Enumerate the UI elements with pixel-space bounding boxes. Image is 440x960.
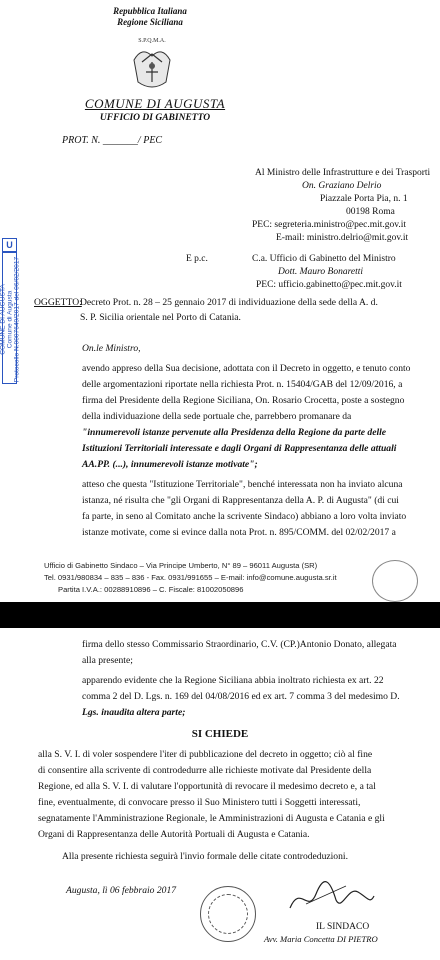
protocol-stamp — [0, 252, 21, 384]
epc-label: E p.c. — [186, 254, 208, 264]
recipient-line1: Al Ministro delle Infrastrutture e dei Trasporti — [255, 168, 431, 178]
cc-pec[interactable]: PEC: ufficio.gabinetto@pec.mit.gov.it — [256, 280, 402, 290]
recipient-pec[interactable]: PEC: segreteria.ministro@pec.mit.gov.it — [252, 220, 407, 230]
letter-page-2 — [0, 628, 440, 960]
footer-contacts: Tel. 0931/980834 – 835 – 836 - Fax. 0931/991655 – E-mail: info@comune.augusta.sr.it — [44, 573, 337, 582]
protocol-letter-box: U — [2, 238, 17, 252]
protocol-stamp-line1: COMUNE DI AUGUSTA — [0, 284, 7, 355]
body-line: avendo appreso della Sua decisione, adottata con il Decreto in oggetto, e tenuto conto — [82, 363, 411, 374]
recipient-line3: Piazzale Porta Pia, n. 1 — [320, 194, 408, 204]
body2-line: alla presente; — [82, 655, 133, 666]
footer-address: Ufficio di Gabinetto Sindaco – Via Principe Umberto, N° 89 – 96011 Augusta (SR) — [44, 561, 318, 570]
crest-text: S.P.Q.M.A. — [138, 38, 166, 44]
signature-icon — [286, 874, 376, 916]
town-crest-icon — [116, 32, 188, 94]
salutation: On.le Ministro, — [82, 343, 141, 354]
oggetto-line1: Decreto Prot. n. 28 – 25 gennaio 2017 di individuazione della sede della A. d. — [80, 297, 378, 308]
oggetto-line2: S. P. Sicilia orientale nel Porto di Catania. — [80, 312, 241, 323]
body2-line: comma 2 del D. Lgs. n. 169 del 04/08/2016 ed ex art. 7 comma 3 del medesimo D. — [82, 691, 400, 702]
body-line: della individuazione della sede portuale che, parrebbero promanare da — [82, 411, 352, 422]
body-quote: AA.PP. (...), innumerevoli istanze motivate"; — [82, 459, 258, 470]
footer-vat: Partita I.V.A.: 00288910896 – C. Fiscale: 81002050896 — [58, 585, 244, 594]
body-line: atteso che questa "Istituzione Territoriale", benché interessata non ha inviato alcuna — [82, 479, 403, 490]
body2-line: Lgs. inaudita altera parte; — [82, 707, 186, 718]
protocol-stamp-line3: Protocollo N.0007649/2017 del 06/02/2017 — [13, 256, 21, 383]
page-separator — [0, 602, 440, 628]
cc-line1: C.a. Ufficio di Gabinetto del Ministro — [252, 254, 396, 264]
protocol-stamp-line2: Comune di Augusta — [6, 290, 14, 349]
request-line: alla S. V. I. di voler sospendere l'iter di pubblicazione del decreto in oggetto; ciò al fine — [38, 749, 373, 760]
body-line: istanze motivate, come si evince dalla nota Prot. n. 895/COMM. del 02/02/2017 a — [82, 527, 396, 538]
place-date: Augusta, lì 06 febbraio 2017 — [66, 885, 177, 896]
body-quote: Istituzioni Territoriali interessate e dagli Organi di Rappresentanza delle attuali — [82, 443, 397, 454]
republic-label: Repubblica Italiana — [113, 6, 187, 16]
body-line: istanza, né risulta che "gli Organi di Rappresentanza della A. P. di Augusta" (di cui — [82, 495, 399, 506]
request-line: Organi di Rappresentanza delle Autorità Portuali di Augusta e Catania. — [38, 829, 310, 840]
recipient-email[interactable]: E-mail: ministro.delrio@mit.gov.it — [276, 233, 409, 243]
recipient-line2: On. Graziano Delrio — [302, 181, 382, 191]
ufficio-title: UFFICIO DI GABINETTO — [99, 113, 211, 123]
official-stamp-icon — [372, 560, 418, 602]
body-line: delle argomentazioni riportate nella richiesta Prot. n. 15404/GAB del 12/09/2016, a — [82, 379, 403, 390]
cc-line2: Dott. Mauro Bonaretti — [278, 267, 364, 277]
comune-title: COMUNE DI AUGUSTA — [84, 96, 226, 111]
request-line: di consentire alla scrivente di controdedurre alle richieste motivate dal Presidente della — [38, 765, 372, 776]
body-quote: "innumerevoli istanze pervenute alla Presidenza della Regione da parte delle — [82, 427, 387, 438]
recipient-line4: 00198 Roma — [346, 207, 395, 217]
signature-title: IL SINDACO — [316, 922, 370, 932]
request-line: segnatamente l'Amministrazione Regionale, le Amministrazioni di Augusta e Catania e gli — [38, 813, 385, 824]
request-line: Regione, ed alla S. V. I. di valutare l'opportunità di revocare il medesimo decreto e, a tal — [38, 781, 376, 792]
body-line: firma del Presidente della Regione Siciliana, On. Rosario Crocetta, poste a sostegno — [82, 395, 405, 406]
body-line: fa parte, in seno al Comitato anche la scrivente Sindaco) abbiano a loro volta inviato — [82, 511, 407, 522]
oggetto-label: OGGETTO: — [34, 297, 82, 308]
body2-line: firma dello stesso Commissario Straordinario, C.V. (CP.)Antonio Donato, allegata — [82, 639, 397, 650]
request-heading: SI CHIEDE — [191, 728, 249, 740]
body2-line: apparendo evidente che la Regione Siciliana abbia inoltrato richiesta ex art. 22 — [82, 675, 384, 686]
protocol-number: PROT. N. _______/ PEC — [62, 135, 163, 146]
signature-name: Avv. Maria Concetta DI PIETRO — [264, 934, 378, 944]
request-line: fine, eventualmente, di convocare presso il Suo Ministero tutti i Soggetti interessati, — [38, 797, 361, 808]
closing-line: Alla presente richiesta seguirà l'invio formale delle citate controdeduzioni. — [62, 851, 348, 862]
region-label: Regione Siciliana — [117, 17, 183, 27]
